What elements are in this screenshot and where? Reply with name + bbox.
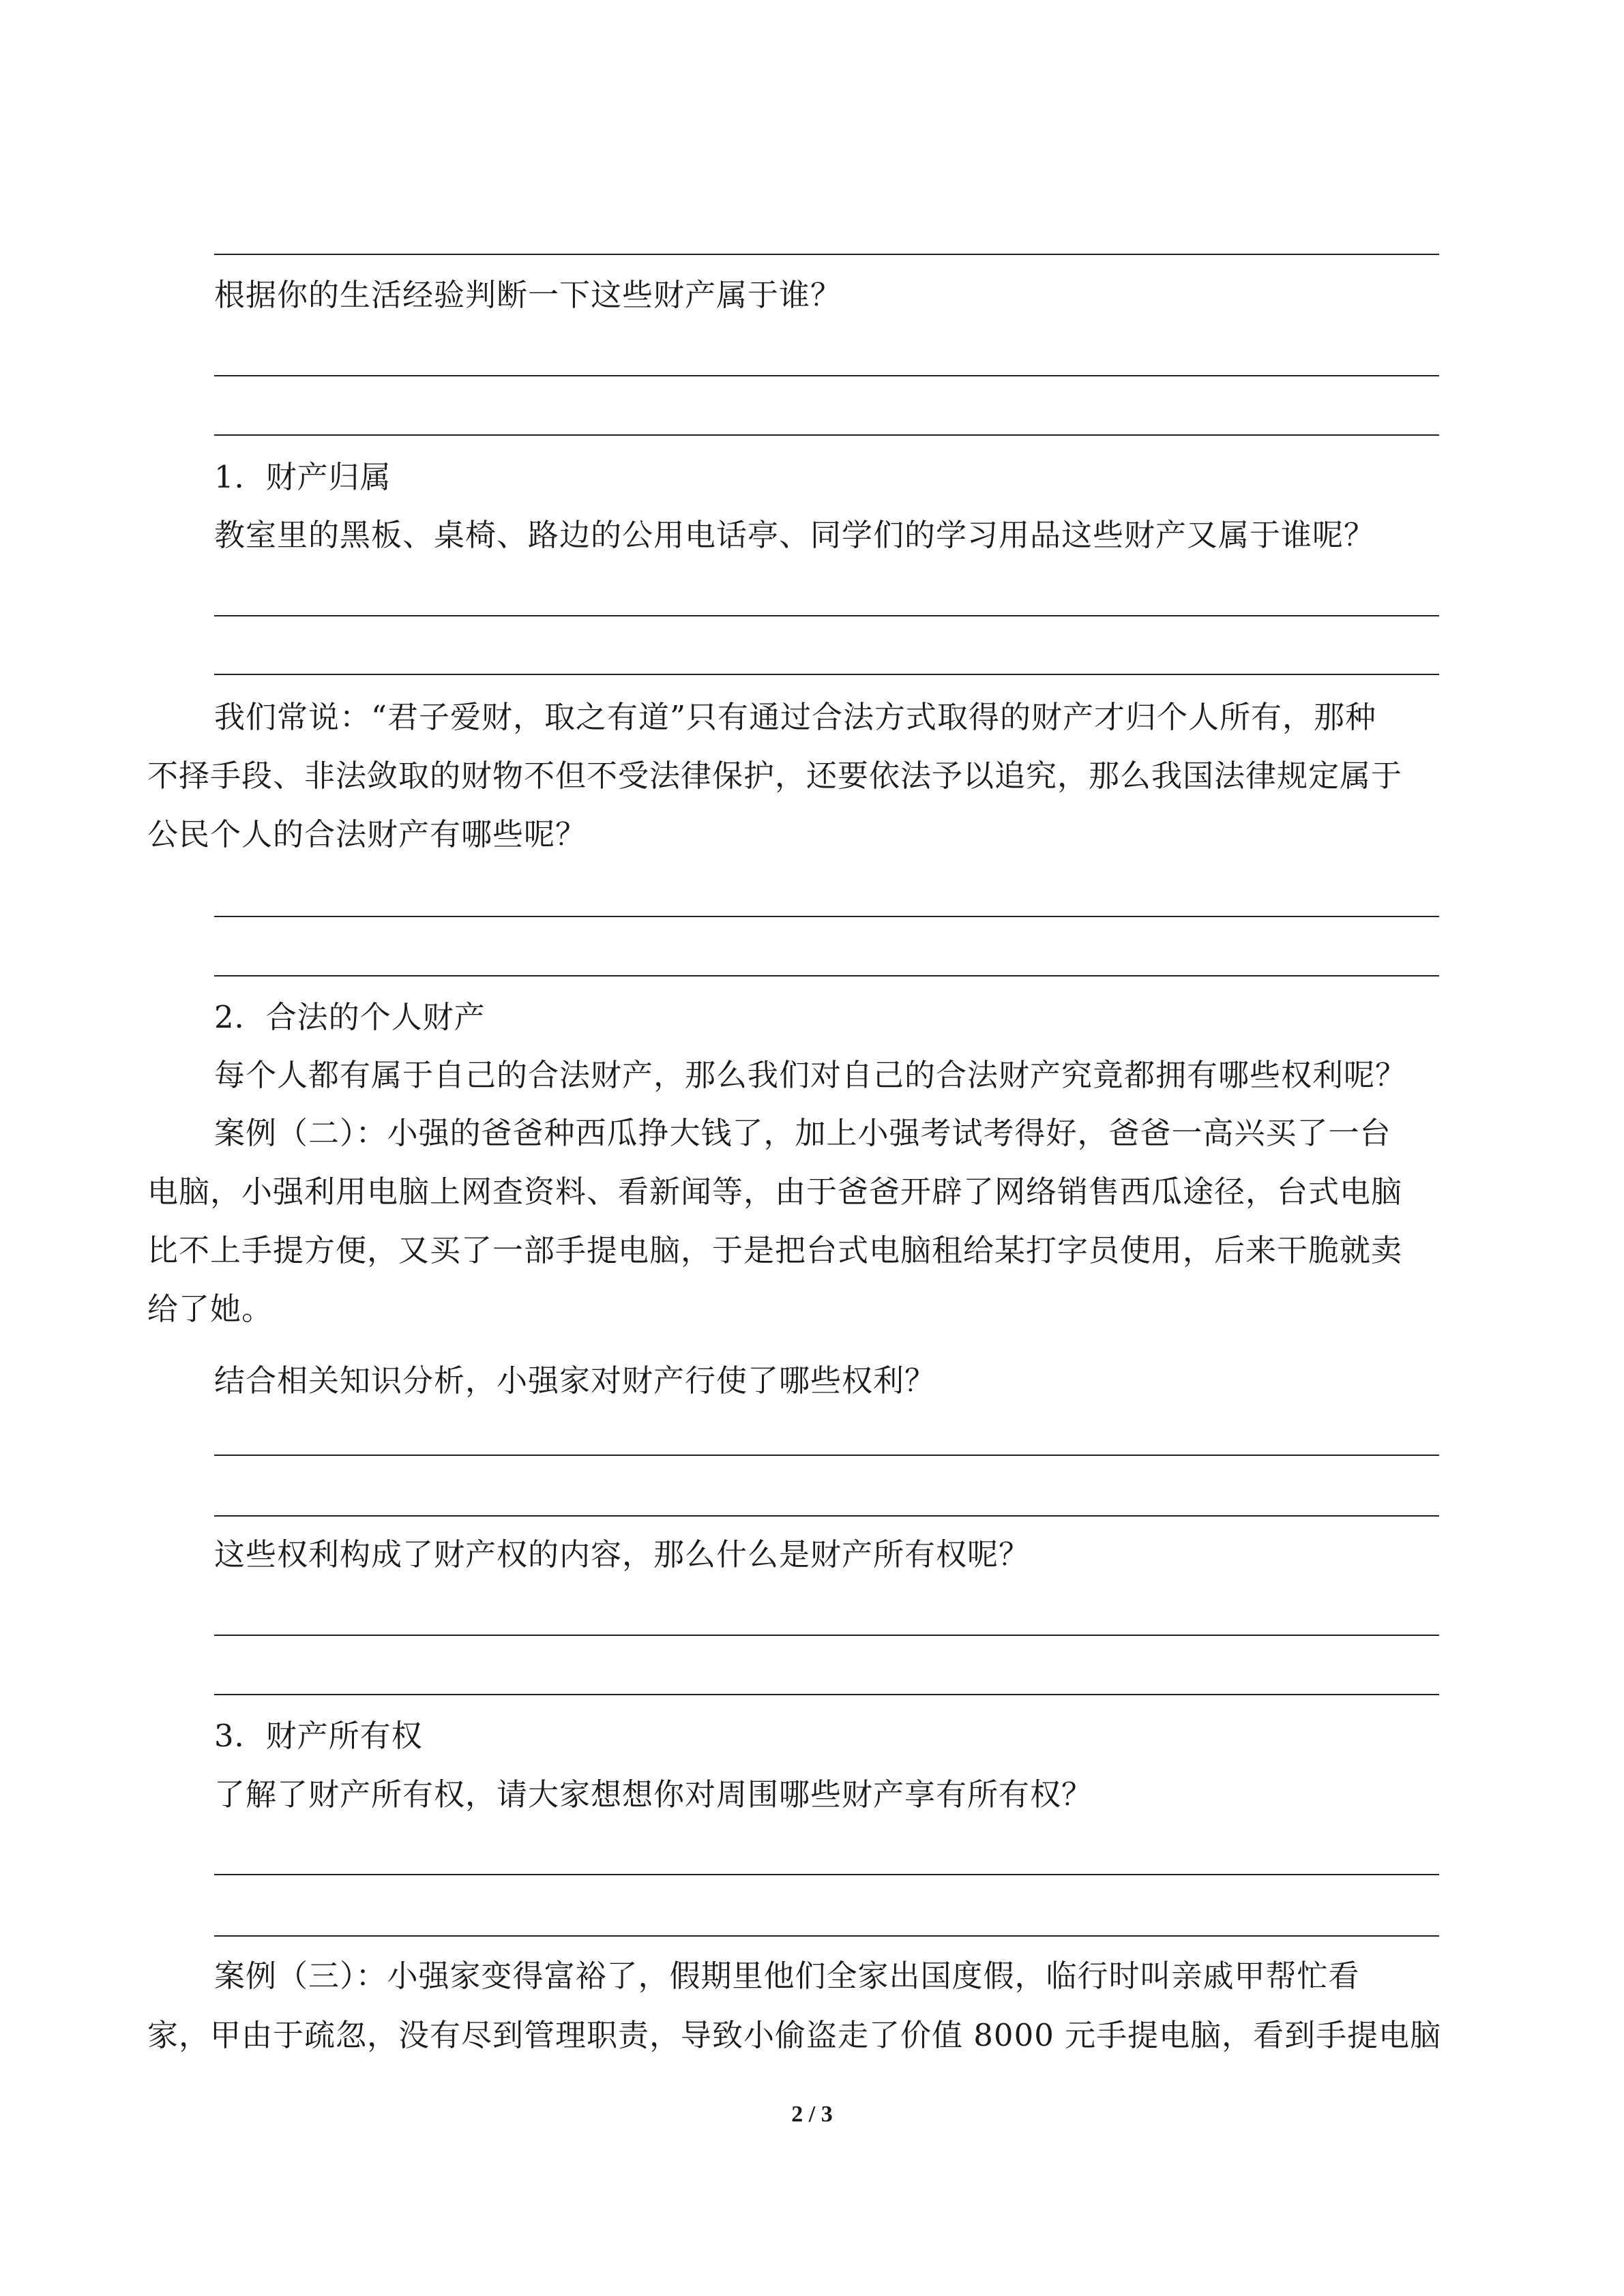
answer-line <box>214 615 1439 616</box>
answer-line <box>214 975 1439 976</box>
question-text: 每个人都有属于自己的合法财产，那么我们对自己的合法财产究竟都拥有哪些权利呢？ <box>214 1057 1407 1093</box>
answer-line <box>214 1874 1439 1875</box>
case-paragraph-line: 案例（三）：小强家变得富裕了，假期里他们全家出国度假，临行时叫亲戚甲帮忙看 <box>214 1958 1360 1994</box>
answer-line <box>214 916 1439 917</box>
section-heading-1: 1．财产归属 <box>214 459 392 495</box>
case-paragraph-line: 给了她。 <box>147 1291 274 1327</box>
answer-line <box>214 1515 1439 1517</box>
page-number: 2 / 3 <box>791 2102 833 2127</box>
answer-line <box>214 674 1439 675</box>
section-heading-2: 2．合法的个人财产 <box>214 999 486 1035</box>
section-heading-3: 3．财产所有权 <box>214 1718 423 1754</box>
case-paragraph-line: 家，甲由于疏忽，没有尽到管理职责，导致小偷盗走了价值 8000 元手提电脑，看到手提电脑 <box>147 2017 1442 2053</box>
answer-line <box>214 434 1439 436</box>
answer-line <box>214 1635 1439 1636</box>
answer-line <box>214 1455 1439 1456</box>
question-text: 根据你的生活经验判断一下这些财产属于谁？ <box>214 277 842 313</box>
case-paragraph-line: 电脑，小强利用电脑上网查资料、看新闻等，由于爸爸开辟了网络销售西瓜途径，台式电脑 <box>147 1174 1403 1210</box>
paragraph-line: 公民个人的合法财产有哪些呢？ <box>147 816 587 852</box>
case-paragraph-line: 比不上手提方便，又买了一部手提电脑，于是把台式电脑租给某打字员使用，后来干脆就卖 <box>147 1232 1403 1268</box>
question-text: 教室里的黑板、桌椅、路边的公用电话亭、同学们的学习用品这些财产又属于谁呢？ <box>214 517 1376 553</box>
answer-line <box>214 1935 1439 1937</box>
question-text: 这些权利构成了财产权的内容，那么什么是财产所有权呢？ <box>214 1536 1031 1572</box>
case-paragraph-line: 案例（二）：小强的爸爸种西瓜挣大钱了，加上小强考试考得好，爸爸一高兴买了一台 <box>214 1115 1391 1151</box>
answer-line <box>214 375 1439 376</box>
answer-line <box>214 254 1439 255</box>
question-text: 结合相关知识分析，小强家对财产行使了哪些权利？ <box>214 1362 936 1399</box>
question-text: 了解了财产所有权，请大家想想你对周围哪些财产享有所有权？ <box>214 1776 1093 1813</box>
paragraph-line: 我们常说：“君子爱财，取之有道”只有通过合法方式取得的财产才归个人所有，那种 <box>214 699 1377 735</box>
paragraph-line: 不择手段、非法敛取的财物不但不受法律保护，还要依法予以追究，那么我国法律规定属于 <box>147 758 1403 794</box>
answer-line <box>214 1694 1439 1695</box>
